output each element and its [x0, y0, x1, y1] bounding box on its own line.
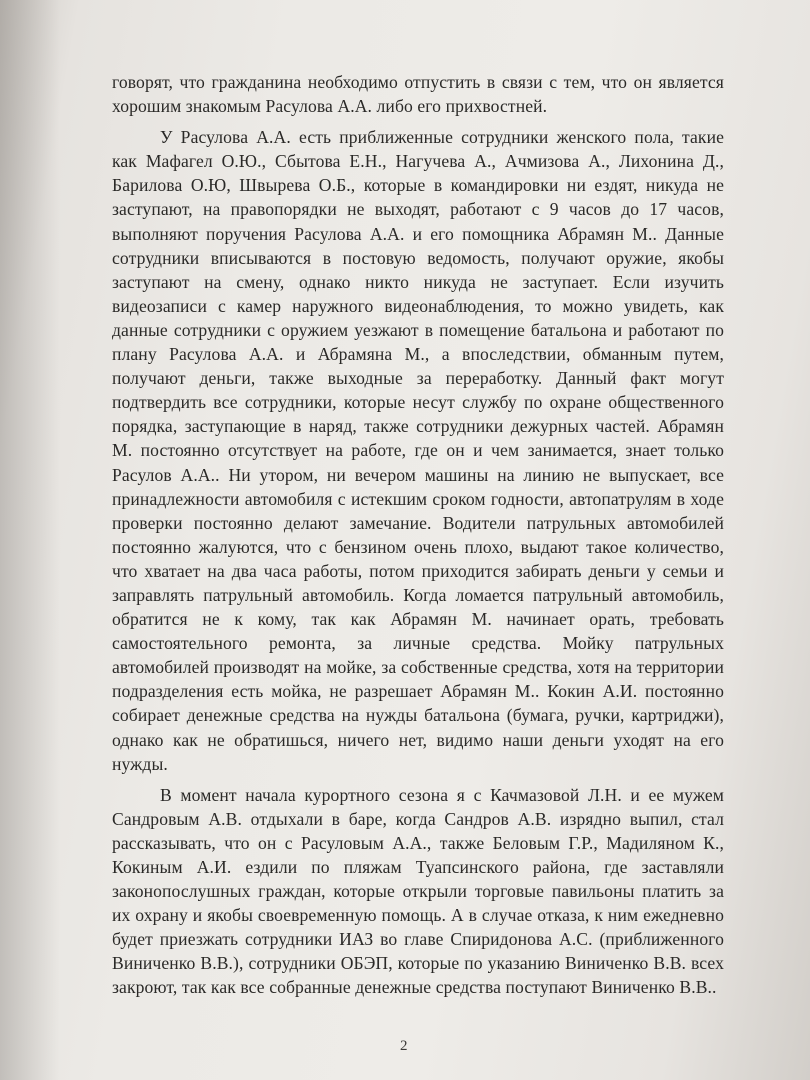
page-shadow — [0, 0, 60, 1080]
paragraph-1: говорят, что гражданина необходимо отпустить в связи с тем, что он является хорошим знакомым Расулова А.А. либо его прихвостней. — [112, 72, 724, 117]
paragraph-2: У Расулова А.А. есть приближенные сотрудники женского пола, такие как Мафагел О.Ю., Сбытова Е.Н., Нагучева А., Ачмизова А., Лихонина Д., Барилова О.Ю, Швырева О.Б., которые в командировки ни ездят, никуда не заступают, на правопорядки не выходят, работают с 9 часов до 17 часов, выполняют поручения Расулова А.А. и его помощника Абрамян М.. Данные сотрудники вписываются в постовую ведомость, получают оружие, якобы заступают на смену, однако никто никуда не заступает. Если изучить видеозаписи с камер наружного видеонаблюдения, то можно увидеть, как данные сотрудники с оружием уезжают в помещение батальона и работают по плану Расулова А.А. и Абрамяна М., а впоследствии, обманным путем, получают деньги, также выходные за переработку. Данный факт могут подтвердить все сотрудники, которые несут службу по охране общественного порядка, заступающие в наряд, также сотрудники дежурных частей. Абрамян М. постоянно отсутствует на работе, где он и чем занимается, знает только Расулов А.А.. Ни утором, ни вечером машины на линию не выпускает, все принадлежности автомобиля с истекшим сроком годности, автопатрулям в ходе проверки постоянно делают замечание. Водители патрульных автомобилей постоянно жалуются, что с бензином очень плохо, выдают такое количество, что хватает на два часа работы, потом приходится забирать деньги у семьи и заправлять патрульный автомобиль. Когда ломается патрульный автомобиль, обратится не к кому, так как Абрамян М. начинает орать, требовать самостоятельного ремонта, за личные средства. Мойку патрульных автомобилей производят на мойке, за собственные средства, хотя на территории подразделения есть мойка, не разрешает Абрамян М.. Кокин А.И. постоянно собирает денежные средства на нужды батальона (бумага, ручки, картриджи), однако как не обратишься, ничего нет, видимо наши деньги уходят на его нужды. — [112, 127, 724, 774]
document-body — [112, 70, 724, 1007]
page-number: 2 — [400, 1038, 408, 1054]
paragraph-3: В момент начала курортного сезона я с Качмазовой Л.Н. и ее мужем Сандровым А.В. отдыхали в баре, когда Сандров А.В. изрядно выпил, стал рассказывать, что он с Расуловым А.А., также Беловым Г.Р., Мадиляном К., Кокиным А.И. ездили по пляжам Туапсинского района, где заставляли законопослушных граждан, которые открыли торговые павильоны платить за их охрану и якобы своевременную помощь. А в случае отказа, к ним ежедневно будет приезжать сотрудники ИАЗ во главе Спиридонова А.С. (приближенного Виниченко В.В.), сотрудники ОБЭП, которые по указанию Виниченко В.В. всех закроют, так как все собранные денежные средства поступают Виниченко В.В.. — [112, 784, 724, 998]
